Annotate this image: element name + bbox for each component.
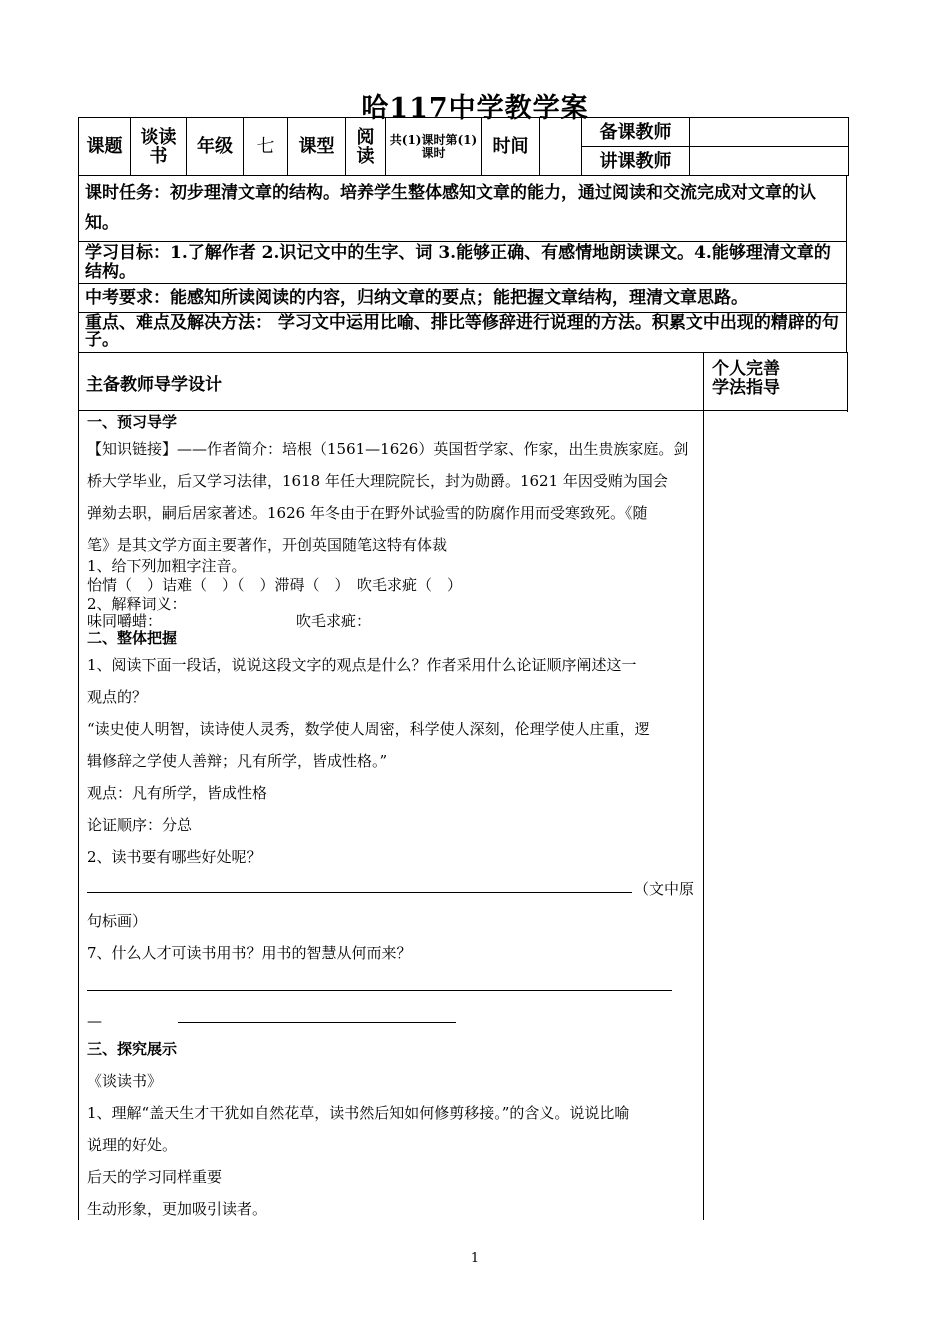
question-line: 味同嚼蜡： bbox=[87, 612, 163, 630]
side-label-line-2: 学法指导 bbox=[712, 378, 780, 398]
section-heading-1: 一、预习导学 bbox=[87, 413, 178, 431]
lesson-type-label: 课型 bbox=[288, 118, 346, 176]
text-line: 笔》是其文学方面主要著作，开创英国随笔这特有体裁 bbox=[87, 536, 448, 554]
text-line: “读史使人明智，读诗使人灵秀，数学使人周密，科学使人深刻，伦理学使人庄重，逻 bbox=[87, 720, 650, 738]
question-line: 2、解释词义： bbox=[87, 595, 187, 613]
lesson-type-value: 阅读 bbox=[346, 118, 386, 176]
exam-row bbox=[78, 284, 847, 313]
topic-value: 谈读书 bbox=[131, 118, 187, 176]
answer-blank-line bbox=[87, 892, 632, 893]
text-line: 说理的好处。 bbox=[87, 1136, 178, 1154]
header-table bbox=[78, 117, 849, 176]
lecture-teacher-value bbox=[690, 147, 849, 176]
text-line: 1、阅读下面一段话，说说这段文字的观点是什么？作者采用什么论证顺序阐述这一 bbox=[87, 656, 637, 674]
text-line: — bbox=[87, 1012, 102, 1030]
question-line: 1、给下列加粗字注音。 bbox=[87, 557, 247, 575]
topic-label: 课题 bbox=[79, 118, 131, 176]
text-line: 7、什么人才可读书用书？用书的智慧从何而来？ bbox=[87, 944, 412, 962]
design-content bbox=[87, 410, 697, 1230]
side-label bbox=[712, 360, 780, 398]
text-line: 后天的学习同样重要 bbox=[87, 1168, 223, 1186]
design-label: 主备教师导学设计 bbox=[86, 375, 222, 395]
task-text: 课时任务：初步理清文章的结构。培养学生整体感知文章的能力，通过阅读和交流完成对文章的认知。 bbox=[85, 183, 816, 233]
section-heading-3: 三、探究展示 bbox=[87, 1040, 178, 1058]
period-info: 共(1)课时第(1)课时 bbox=[386, 118, 482, 176]
answer-blank-line bbox=[87, 990, 672, 991]
text-line: （文中原 bbox=[634, 880, 695, 898]
text-line: 桥大学毕业，后又学习法律，1618 年任大理院院长，封为勋爵。1621 年因受贿为国会 bbox=[87, 472, 668, 490]
text-line: 观点的？ bbox=[87, 688, 148, 706]
section-heading-2: 二、整体把握 bbox=[87, 629, 178, 647]
task-row bbox=[78, 176, 847, 242]
answer-blank-line bbox=[178, 1022, 456, 1023]
goal-text: 学习目标：1.了解作者 2.识记文中的生字、词 3.能够正确、有感情地朗读课文。4.能够理清文章的结构。 bbox=[85, 243, 831, 282]
side-label-line-1: 个人完善 bbox=[712, 359, 780, 379]
question-line: 怡情（ ）诘难（ ）（ ）滞碍（ ） 吹毛求疵（ ） bbox=[87, 576, 463, 594]
text-line: 弹劾去职，嗣后居家著述。1626 年冬由于在野外试验雪的防腐作用而受寒致死。《随 bbox=[87, 504, 648, 522]
prep-teacher-value bbox=[690, 118, 849, 147]
grade-label: 年级 bbox=[187, 118, 244, 176]
grade-value: 七 bbox=[244, 118, 288, 176]
question-line: 吹毛求疵： bbox=[296, 612, 372, 630]
text-line: 《谈读书》 bbox=[87, 1072, 163, 1090]
goal-row bbox=[78, 242, 847, 284]
prep-teacher-label: 备课教师 bbox=[582, 118, 690, 147]
text-line: 2、读书要有哪些好处呢？ bbox=[87, 848, 262, 866]
text-line: 论证顺序：分总 bbox=[87, 816, 193, 834]
text-line: 1、理解“盖天生才干犹如自然花草，读书然后知如何修剪移接。”的含义。说说比喻 bbox=[87, 1104, 630, 1122]
lecture-teacher-label: 讲课教师 bbox=[582, 147, 690, 176]
key-points-row bbox=[78, 313, 847, 353]
text-line: 句标画） bbox=[87, 912, 148, 930]
page-number: 1 bbox=[470, 1251, 480, 1266]
document-title: 哈117中学教学案 bbox=[361, 93, 589, 124]
text-line: 【知识链接】——作者简介：培根（1561—1626）英国哲学家、作家，出生贵族家庭。剑 bbox=[87, 440, 689, 458]
text-line: 观点：凡有所学，皆成性格 bbox=[87, 784, 268, 802]
exam-text: 中考要求：能感知所读阅读的内容，归纳文章的要点；能把握文章结构，理清文章思路。 bbox=[85, 288, 748, 308]
text-line: 生动形象，更加吸引读者。 bbox=[87, 1200, 268, 1218]
time-label: 时间 bbox=[482, 118, 540, 176]
time-value bbox=[540, 118, 582, 176]
key-points-text: 重点、难点及解决方法： 学习文中运用比喻、排比等修辞进行说理的方法。积累文中出现的精辟的句子。 bbox=[85, 313, 839, 350]
text-line: 辑修辞之学使人善辩；凡有所学，皆成性格。” bbox=[87, 752, 388, 770]
